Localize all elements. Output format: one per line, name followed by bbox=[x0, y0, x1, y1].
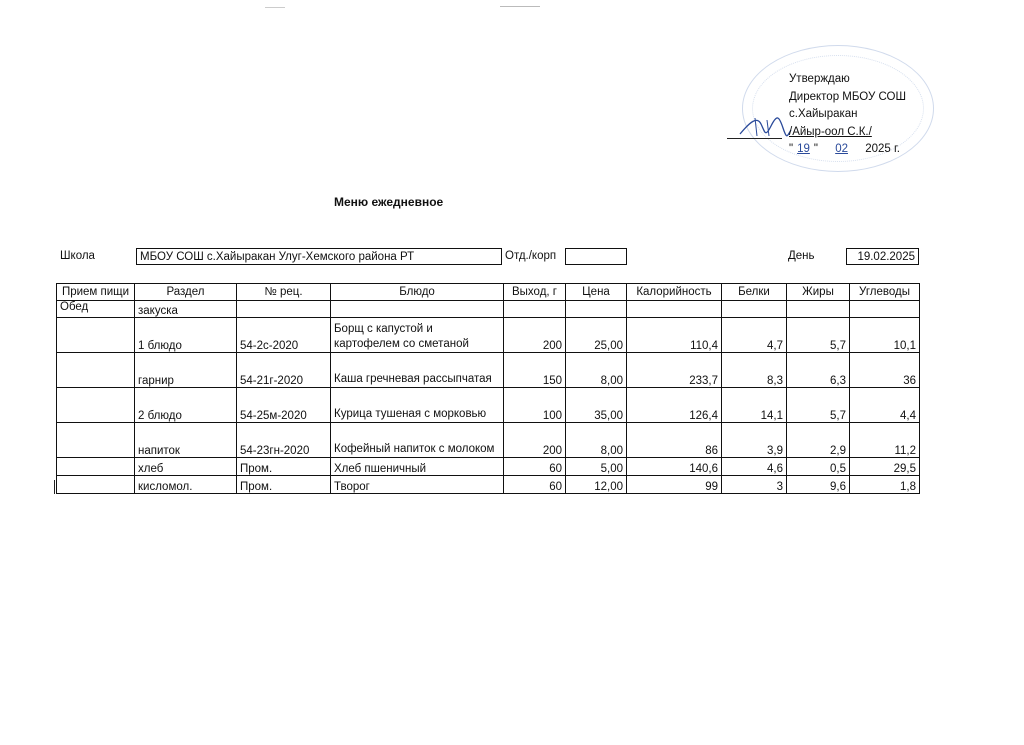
protein-cell: 4,7 bbox=[722, 318, 787, 353]
carbs-cell: 36 bbox=[850, 353, 920, 388]
approval-line: Утверждаю bbox=[789, 73, 850, 85]
calories-cell: 126,4 bbox=[627, 388, 722, 423]
date-month: 02 bbox=[835, 143, 848, 155]
fat-cell: 5,7 bbox=[787, 318, 850, 353]
calories-cell bbox=[627, 301, 722, 318]
calories-cell: 99 bbox=[627, 476, 722, 494]
protein-cell: 3 bbox=[722, 476, 787, 494]
output-cell: 60 bbox=[504, 476, 566, 494]
meal-cell bbox=[57, 458, 135, 476]
calories-cell: 86 bbox=[627, 423, 722, 458]
protein-cell: 4,6 bbox=[722, 458, 787, 476]
column-header: № рец. bbox=[237, 284, 331, 301]
school-field: МБОУ СОШ с.Хайыракан Улуг-Хемского района РТ bbox=[136, 248, 502, 265]
fat-cell: 5,7 bbox=[787, 388, 850, 423]
carbs-cell bbox=[850, 301, 920, 318]
section-cell: хлеб bbox=[135, 458, 237, 476]
meal-cell bbox=[57, 388, 135, 423]
output-cell: 100 bbox=[504, 388, 566, 423]
column-header: Выход, г bbox=[504, 284, 566, 301]
calories-cell: 110,4 bbox=[627, 318, 722, 353]
date-year: 2025 г. bbox=[865, 143, 900, 155]
menu-table bbox=[56, 283, 920, 494]
section-cell: закуска bbox=[135, 301, 237, 318]
dish-cell: Курица тушеная с морковью bbox=[331, 388, 504, 423]
carbs-cell: 1,8 bbox=[850, 476, 920, 494]
output-cell: 200 bbox=[504, 423, 566, 458]
calories-cell: 233,7 bbox=[627, 353, 722, 388]
carbs-cell: 10,1 bbox=[850, 318, 920, 353]
column-header: Раздел bbox=[135, 284, 237, 301]
output-cell: 60 bbox=[504, 458, 566, 476]
table-row bbox=[57, 423, 920, 458]
price-cell: 8,00 bbox=[566, 423, 627, 458]
price-cell: 8,00 bbox=[566, 353, 627, 388]
meal-cell bbox=[57, 318, 135, 353]
recipe-cell: 54-23гн-2020 bbox=[237, 423, 331, 458]
column-header: Цена bbox=[566, 284, 627, 301]
section-cell: кисломол. bbox=[135, 476, 237, 494]
table-header-row bbox=[57, 284, 920, 301]
table-row bbox=[57, 353, 920, 388]
dish-cell: Хлеб пшеничный bbox=[331, 458, 504, 476]
dept-label: Отд./корп bbox=[505, 250, 557, 262]
recipe-cell: 54-25м-2020 bbox=[237, 388, 331, 423]
meal-cell bbox=[57, 476, 135, 494]
scan-mark bbox=[265, 7, 285, 8]
recipe-cell bbox=[237, 301, 331, 318]
table-row bbox=[57, 301, 920, 318]
output-cell: 150 bbox=[504, 353, 566, 388]
protein-cell: 3,9 bbox=[722, 423, 787, 458]
price-cell: 35,00 bbox=[566, 388, 627, 423]
column-header: Калорийность bbox=[627, 284, 722, 301]
carbs-cell: 11,2 bbox=[850, 423, 920, 458]
protein-cell: 14,1 bbox=[722, 388, 787, 423]
protein-cell bbox=[722, 301, 787, 318]
date-quote: " bbox=[789, 143, 794, 155]
carbs-cell: 29,5 bbox=[850, 458, 920, 476]
date-day: 19 bbox=[797, 143, 810, 155]
page-title: Меню ежедневное bbox=[334, 195, 444, 209]
fat-cell: 9,6 bbox=[787, 476, 850, 494]
output-cell: 200 bbox=[504, 318, 566, 353]
approval-line: /Айыр-оол С.К./ bbox=[789, 125, 872, 138]
column-header: Белки bbox=[722, 284, 787, 301]
calories-cell: 140,6 bbox=[627, 458, 722, 476]
recipe-cell: Пром. bbox=[237, 476, 331, 494]
dish-cell: Творог bbox=[331, 476, 504, 494]
approval-date bbox=[789, 141, 906, 159]
meal-cell bbox=[57, 353, 135, 388]
dish-cell: Борщ с капустой и картофелем со сметаной bbox=[331, 318, 504, 353]
dish-cell: Каша гречневая рассыпчатая bbox=[331, 353, 504, 388]
price-cell: 12,00 bbox=[566, 476, 627, 494]
fat-cell: 2,9 bbox=[787, 423, 850, 458]
table-row bbox=[57, 388, 920, 423]
section-cell: напиток bbox=[135, 423, 237, 458]
column-header: Углеводы bbox=[850, 284, 920, 301]
column-header: Прием пищи bbox=[57, 284, 135, 301]
recipe-cell: 54-21г-2020 bbox=[237, 353, 331, 388]
scan-mark bbox=[500, 6, 540, 7]
recipe-cell: Пром. bbox=[237, 458, 331, 476]
column-header: Блюдо bbox=[331, 284, 504, 301]
fat-cell: 0,5 bbox=[787, 458, 850, 476]
meal-cell bbox=[57, 423, 135, 458]
section-cell: гарнир bbox=[135, 353, 237, 388]
output-cell bbox=[504, 301, 566, 318]
dept-field bbox=[565, 248, 627, 265]
meal-cell: Обед bbox=[57, 301, 135, 318]
fat-cell bbox=[787, 301, 850, 318]
table-row bbox=[57, 476, 920, 494]
table-row bbox=[57, 458, 920, 476]
school-label: Школа bbox=[60, 250, 95, 262]
fat-cell: 6,3 bbox=[787, 353, 850, 388]
column-header: Жиры bbox=[787, 284, 850, 301]
approval-line: с.Хайыракан bbox=[789, 108, 858, 120]
approval-line: Директор МБОУ СОШ bbox=[789, 90, 907, 103]
section-cell: 1 блюдо bbox=[135, 318, 237, 353]
day-field: 19.02.2025 bbox=[846, 248, 919, 265]
price-cell: 25,00 bbox=[566, 318, 627, 353]
recipe-cell: 54-2с-2020 bbox=[237, 318, 331, 353]
signature-line bbox=[727, 138, 782, 139]
date-quote: " bbox=[813, 143, 818, 155]
price-cell: 5,00 bbox=[566, 458, 627, 476]
section-cell: 2 блюдо bbox=[135, 388, 237, 423]
table-row bbox=[57, 318, 920, 353]
scan-mark bbox=[54, 480, 55, 494]
approval-block bbox=[789, 71, 906, 159]
day-label: День bbox=[788, 250, 815, 262]
protein-cell: 8,3 bbox=[722, 353, 787, 388]
dish-cell bbox=[331, 301, 504, 318]
dish-cell: Кофейный напиток с молоком bbox=[331, 423, 504, 458]
price-cell bbox=[566, 301, 627, 318]
carbs-cell: 4,4 bbox=[850, 388, 920, 423]
